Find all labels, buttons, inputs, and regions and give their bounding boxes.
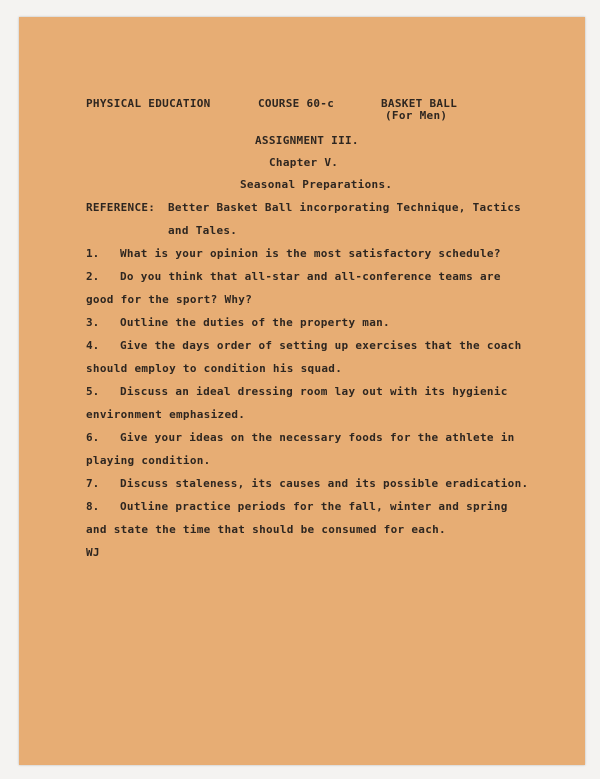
question-text: What is your opinion is the most satisfactory schedule?	[120, 247, 501, 260]
question-number: 4.	[86, 339, 100, 352]
question-text: Outline practice periods for the fall, winter and spring	[120, 500, 508, 513]
question-text: Discuss an ideal dressing room lay out with its hygienic	[120, 385, 508, 398]
question-number: 6.	[86, 431, 100, 444]
question-text-cont: environment emphasized.	[86, 408, 246, 421]
header-audience: (For Men)	[385, 109, 448, 122]
question-text: Discuss staleness, its causes and its possible eradication.	[120, 477, 529, 490]
typist-initials: WJ	[86, 546, 100, 559]
question-text-cont: and state the time that should be consumed for each.	[86, 523, 446, 536]
question-text: Outline the duties of the property man.	[120, 316, 390, 329]
reference-text-cont: and Tales.	[168, 224, 238, 237]
question-text: Do you think that all-star and all-conference teams are	[120, 270, 501, 283]
question-text: Give the days order of setting up exercises that the coach	[120, 339, 522, 352]
header-course: COURSE 60-c	[258, 97, 335, 110]
question-number: 5.	[86, 385, 100, 398]
question-text-cont: playing condition.	[86, 454, 211, 467]
assignment-title: ASSIGNMENT III.	[255, 134, 359, 147]
question-text-cont: good for the sport? Why?	[86, 293, 253, 306]
question-number: 2.	[86, 270, 100, 283]
question-number: 1.	[86, 247, 100, 260]
topic-title: Seasonal Preparations.	[240, 178, 393, 191]
question-number: 7.	[86, 477, 100, 490]
header-department: PHYSICAL EDUCATION	[86, 97, 211, 110]
header-subject: BASKET BALL	[381, 97, 458, 110]
question-text: Give your ideas on the necessary foods for the athlete in	[120, 431, 515, 444]
reference-text: Better Basket Ball incorporating Technique, Tactics	[168, 201, 522, 214]
question-number: 8.	[86, 500, 100, 513]
question-text-cont: should employ to condition his squad.	[86, 362, 343, 375]
question-number: 3.	[86, 316, 100, 329]
reference-label: REFERENCE:	[86, 201, 156, 214]
chapter-title: Chapter V.	[269, 156, 339, 169]
